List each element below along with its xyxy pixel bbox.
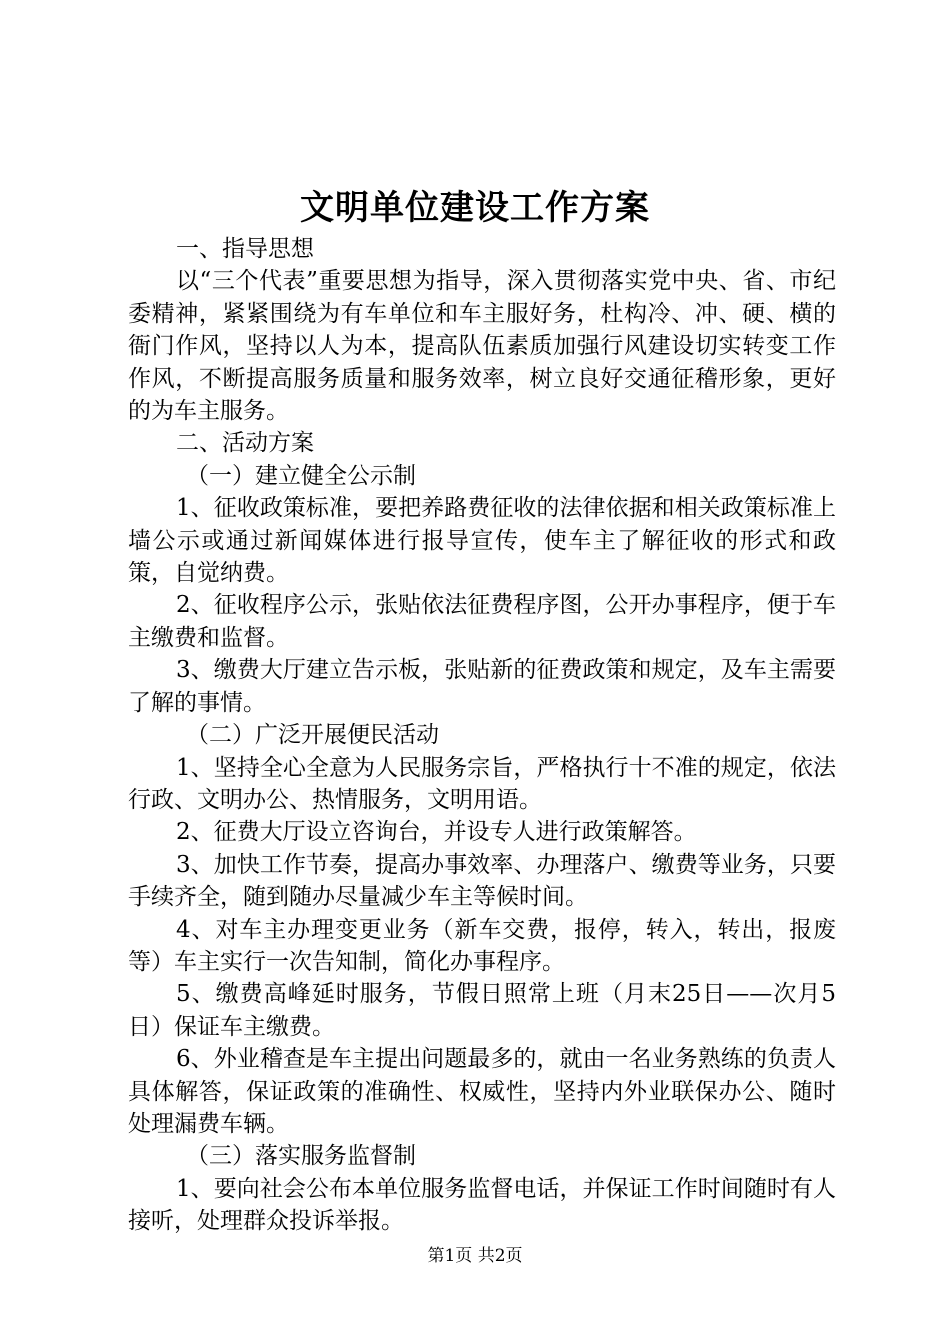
body-paragraph: 以“三个代表”重要思想为指导，深入贯彻落实党中央、省、市纪委精神，紧紧围绕为有车单位和车主服好务，杜构冷、冲、硬、横的衙门作风，坚持以人为本，提高队伍素质加强行风建设切实转变工作作风，不断提高服务质量和服务效率，树立良好交通征稽形象，更好的为车主服务。: [128, 268, 836, 425]
body-paragraph: 3、加快工作节奏，提高办事效率、办理落户、缴费等业务，只要手续齐全，随到随办尽量减少车主等候时间。: [128, 851, 836, 911]
subsection-heading: （二）广泛开展便民活动: [186, 722, 439, 749]
subsection-heading: （三）落实服务监督制: [186, 1143, 416, 1170]
body-paragraph: 1、要向社会公布本单位服务监督电话，并保证工作时间随时有人接听，处理群众投诉举报。: [128, 1175, 836, 1235]
body-paragraph: 2、征费大厅设立咨询台，并设专人进行政策解答。: [176, 819, 697, 846]
document-title: 文明单位建设工作方案: [300, 188, 650, 228]
body-paragraph: 1、坚持全心全意为人民服务宗旨，严格执行十不准的规定，依法行政、文明办公、热情服务，文明用语。: [128, 754, 836, 813]
body-paragraph: 6、外业稽查是车主提出问题最多的，就由一名业务熟练的负责人具体解答，保证政策的准确性、权威性，坚持内外业联保办公、随时处理漏费车辆。: [128, 1046, 836, 1137]
section-heading: 二、活动方案: [176, 430, 314, 457]
body-paragraph: 3、缴费大厅建立告示板，张贴新的征费政策和规定，及车主需要了解的事情。: [128, 657, 836, 716]
section-heading: 一、指导思想: [176, 236, 314, 262]
body-paragraph: 4、对车主办理变更业务（新车交费，报停，转入，转出，报废等）车主实行一次告知制，简化办事程序。: [128, 916, 836, 975]
subsection-heading: （一）建立健全公示制: [186, 462, 416, 489]
body-paragraph: 2、征收程序公示，张贴依法征费程序图，公开办事程序，便于车主缴费和监督。: [128, 592, 836, 651]
page-footer: 第1页 共2页: [427, 1246, 523, 1266]
document-body: [128, 233, 836, 1238]
body-paragraph: 5、缴费高峰延时服务，节假日照常上班（月末25日——次月5日）保证车主缴费。: [128, 981, 836, 1040]
body-paragraph: 1、征收政策标准，要把养路费征收的法律依据和相关政策标准上墙公示或通过新闻媒体进行报导宣传，使车主了解征收的形式和政策，自觉纳费。: [128, 495, 836, 587]
